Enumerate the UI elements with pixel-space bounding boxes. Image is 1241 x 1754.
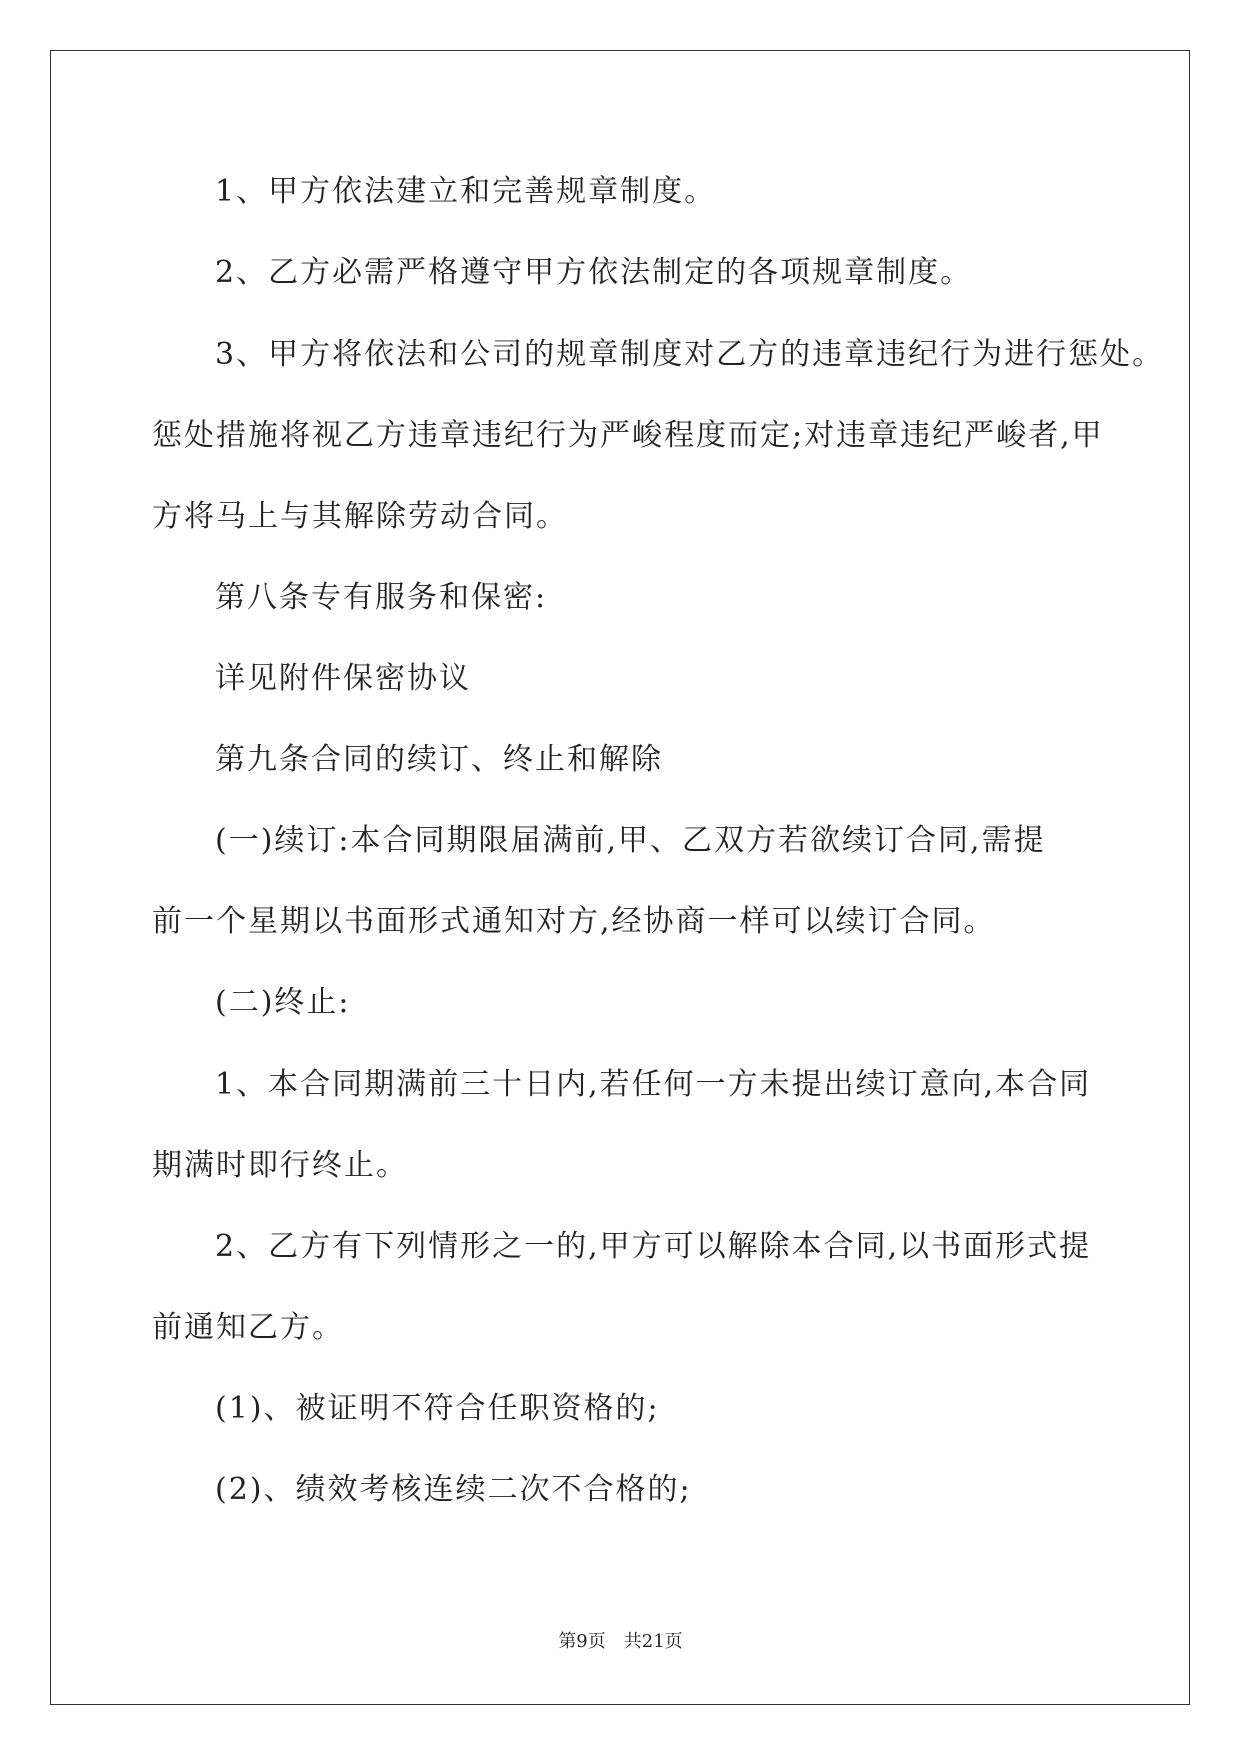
paragraph: 1、本合同期满前三十日内,若任何一方未提出续订意向,本合同 (215, 1067, 1092, 1102)
list-item: (1)、被证明不符合任职资格的; (215, 1391, 660, 1426)
paragraph: 2、乙方有下列情形之一的,甲方可以解除本合同,以书面形式提 (215, 1229, 1092, 1264)
list-item: (2)、绩效考核连续二次不合格的; (215, 1472, 692, 1507)
paragraph: 1、甲方依法建立和完善规章制度。 (215, 174, 717, 209)
page-footer (0, 1632, 1241, 1652)
section-heading-article-8: 第八条专有服务和保密: (215, 580, 548, 615)
paragraph-continuation: 惩处措施将视乙方违章违纪行为严峻程度而定;对违章违纪严峻者,甲 (152, 418, 1104, 453)
paragraph-continuation: 期满时即行终止。 (152, 1148, 408, 1183)
paragraph-continuation: 前通知乙方。 (152, 1310, 344, 1345)
paragraph-continuation: 方将马上与其解除劳动合同。 (152, 499, 568, 534)
page-frame (50, 50, 1190, 1705)
paragraph: 3、甲方将依法和公司的规章制度对乙方的违章违纪行为进行惩处。 (215, 337, 1165, 372)
page-total: 共21页 (623, 1631, 683, 1652)
section-heading-article-9: 第九条合同的续订、终止和解除 (215, 742, 663, 777)
page-number: 第9页 (558, 1631, 606, 1652)
paragraph: (一)续订:本合同期限届满前,甲、乙双方若欲续订合同,需提 (215, 823, 1046, 858)
paragraph: 详见附件保密协议 (215, 661, 471, 696)
paragraph: 2、乙方必需严格遵守甲方依法制定的各项规章制度。 (215, 255, 973, 290)
sub-heading: (二)终止: (215, 985, 351, 1020)
paragraph-continuation: 前一个星期以书面形式通知对方,经协商一样可以续订合同。 (152, 904, 996, 939)
